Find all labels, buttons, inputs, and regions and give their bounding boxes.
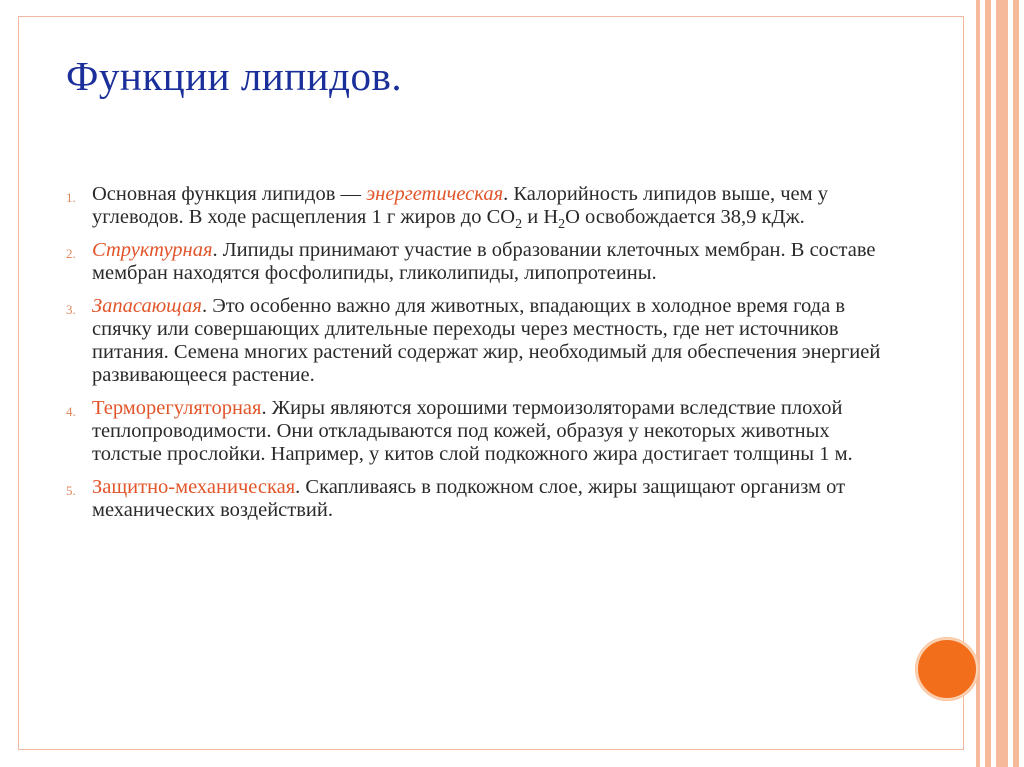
stripe bbox=[996, 0, 1008, 767]
list-item-protective bbox=[66, 476, 896, 522]
list-item-structural bbox=[66, 239, 896, 285]
item-accent: Структурная bbox=[92, 239, 213, 261]
item-text: . Это особенно важно для животных, впадающих в холодное время года в спячку или совершающих длительные переходы через местность, где нет источников питания. Семена многих растений содержат жир, необходимый для обеспечения энергией развивающееся растение. bbox=[92, 295, 881, 386]
item-text: . Скапливаясь в подкожном слое, жиры защищают организм от механических воздействий. bbox=[92, 476, 846, 521]
decorative-stripes bbox=[974, 0, 1024, 767]
item-number: 3. bbox=[66, 302, 76, 317]
item-number: 5. bbox=[66, 483, 76, 498]
subscript: 2 bbox=[558, 217, 566, 233]
item-text: . Калорийность липидов выше, чем у углеводов. В ходе расщепления 1 г жиров до CO bbox=[92, 183, 828, 228]
decorative-circle bbox=[916, 638, 978, 700]
item-number: 2. bbox=[66, 246, 76, 261]
item-text: O освобождается 38,9 кДж. bbox=[565, 206, 805, 228]
functions-list bbox=[66, 183, 896, 532]
slide-title: Функции липидов. bbox=[66, 53, 403, 99]
item-text: . Жиры являются хорошими термоизоляторами вследствие плохой теплопроводимости. Они откладываются под кожей, образуя у некоторых животных толстые прослойки. Например, у китов слой подкожного жира достигает толщины 1 м. bbox=[92, 397, 853, 465]
item-text: и H bbox=[522, 206, 559, 228]
item-accent: Терморегуляторная bbox=[92, 397, 262, 419]
subscript: 2 bbox=[515, 217, 523, 233]
item-accent: энергетическая bbox=[366, 183, 504, 205]
item-accent: Запасающая bbox=[92, 295, 202, 317]
stripe bbox=[1013, 0, 1019, 767]
item-text: . Липиды принимают участие в образовании клеточных мембран. В составе мембран находятся фосфолипиды, гликолипиды, липопротеины. bbox=[92, 239, 876, 284]
list-item-storage bbox=[66, 295, 896, 387]
item-accent: Защитно-механическая bbox=[92, 476, 296, 498]
item-text: Основная функция липидов — bbox=[92, 183, 367, 205]
list-item-thermoregulation bbox=[66, 397, 896, 466]
stripe bbox=[976, 0, 980, 767]
item-number: 4. bbox=[66, 404, 76, 419]
list-item-energy bbox=[66, 183, 896, 233]
item-number: 1. bbox=[66, 190, 76, 205]
stripe bbox=[985, 0, 991, 767]
